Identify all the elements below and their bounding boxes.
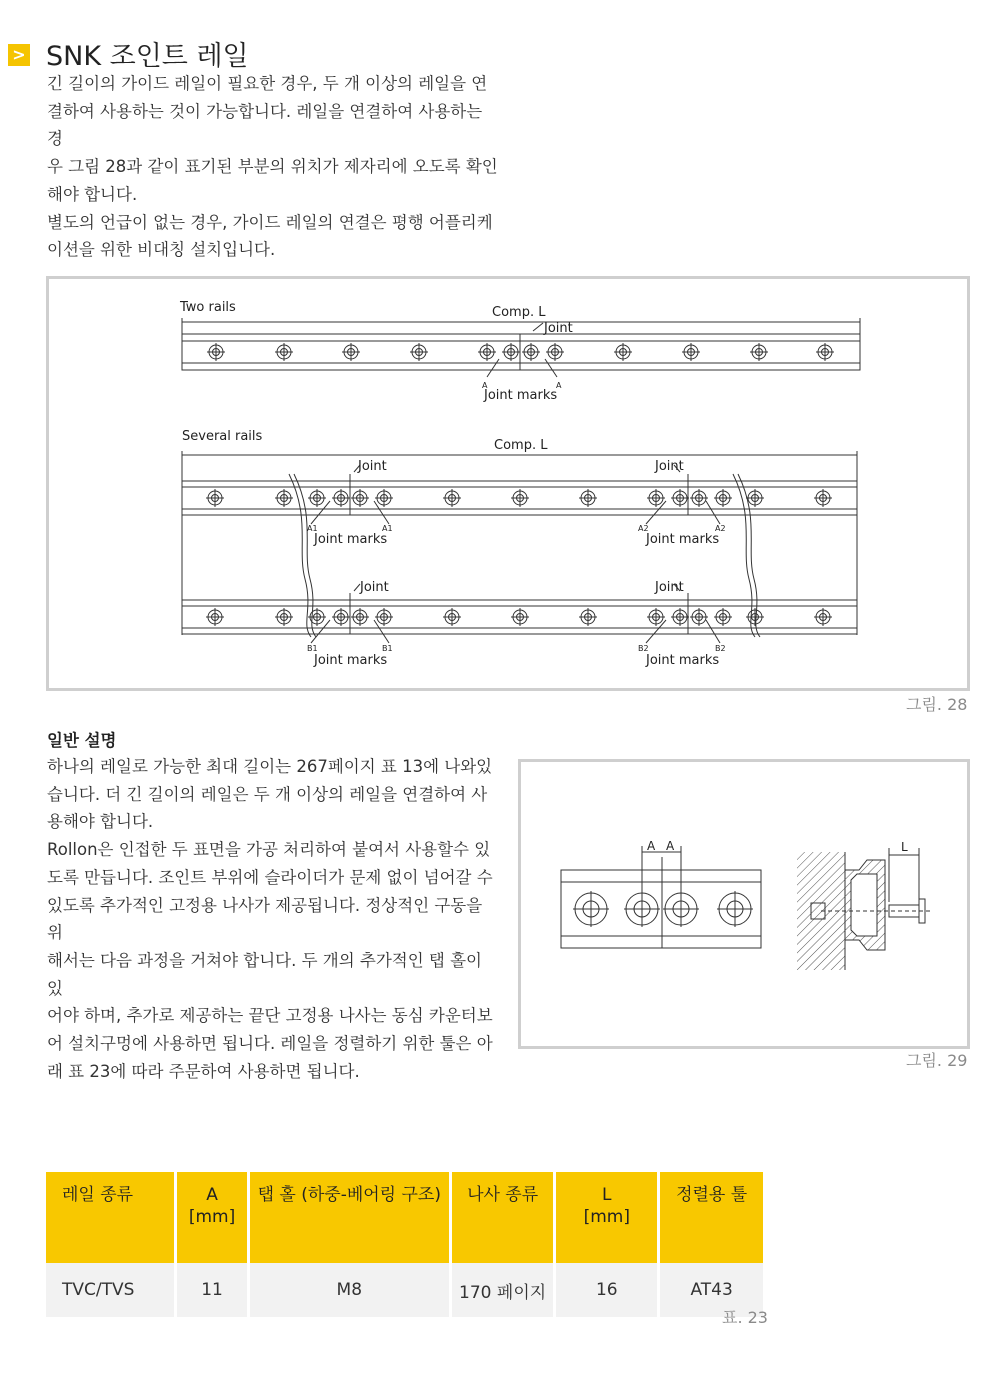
mark-label: B2 xyxy=(638,644,649,653)
table-cell: M8 xyxy=(250,1263,449,1317)
table-cell: TVC/TVS xyxy=(46,1263,174,1317)
intro-line: 별도의 언급이 없는 경우, 가이드 레일의 연결은 평행 어플리케 xyxy=(47,212,493,232)
table-cell: 170 페이지 xyxy=(452,1263,553,1317)
general-line: 습니다. 더 긴 길이의 레일은 두 개 이상의 레일을 연결하여 사 xyxy=(47,784,488,804)
joint-marks-label: Joint marks xyxy=(646,532,720,547)
general-line: 하나의 레일로 가능한 최대 길이는 267페이지 표 13에 나와있 xyxy=(47,757,493,776)
table-header-row xyxy=(46,1172,763,1263)
table-header-cell: 레일 종류 xyxy=(46,1172,174,1263)
mark-label: A2 xyxy=(715,524,726,533)
mark-label: A xyxy=(556,381,562,390)
mark-label: A2 xyxy=(638,524,649,533)
intro-line: 결하여 사용하는 것이 가능합니다. 레일을 연결하여 사용하는 경 xyxy=(47,101,483,149)
table-cell: 16 xyxy=(556,1263,657,1317)
general-line: 래 표 23에 따라 주문하여 사용하면 됩니다. xyxy=(47,1061,360,1081)
figure-29-caption: 그림. 29 xyxy=(906,1051,968,1070)
joint-marks-label: Joint marks xyxy=(484,388,558,403)
joint-marks-label: Joint marks xyxy=(646,653,720,668)
mark-label: B2 xyxy=(715,644,726,653)
figure-28-drawing xyxy=(49,279,967,688)
intro-text xyxy=(47,70,502,264)
several-rails-label: Several rails xyxy=(182,429,263,444)
general-line: 용해야 합니다. xyxy=(47,812,154,832)
general-line: 어야 하며, 추가로 제공하는 끝단 고정용 나사는 동심 카운터보 xyxy=(47,1006,493,1026)
general-text xyxy=(47,753,502,1085)
page-title: SNK 조인트 레일 xyxy=(46,41,249,72)
figure-28-frame xyxy=(46,276,970,691)
joint-label: Joint xyxy=(655,580,684,595)
intro-line: 이션을 위한 비대칭 설치입니다. xyxy=(47,240,276,260)
mark-label: A xyxy=(482,381,488,390)
table-cell: AT43 xyxy=(660,1263,763,1317)
dimension-a-label: A xyxy=(666,839,675,853)
intro-line: 해야 합니다. xyxy=(47,184,138,204)
figure-29-frame xyxy=(518,759,970,1049)
mark-label: B1 xyxy=(382,644,393,653)
table-header-cell: 정렬용 툴 xyxy=(660,1172,763,1263)
table-header-cell: A [mm] xyxy=(177,1172,246,1263)
dimension-l-label: L xyxy=(901,840,908,854)
intro-line: 긴 길이의 가이드 레일이 필요한 경우, 두 개 이상의 레일을 연 xyxy=(47,74,488,93)
general-heading: 일반 설명 xyxy=(47,731,117,750)
mark-label: A1 xyxy=(382,524,393,533)
general-line: Rollon은 인접한 두 표면을 가공 처리하여 붙여서 사용할수 있 xyxy=(47,840,491,860)
figure-28-caption: 그림. 28 xyxy=(906,695,968,714)
general-line: 도록 만듭니다. 조인트 부위에 슬라이더가 문제 없이 넘어갈 수 xyxy=(47,867,493,887)
spec-table xyxy=(43,1172,766,1317)
table-23-caption: 표. 23 xyxy=(722,1308,768,1327)
joint-label: Joint xyxy=(360,580,389,595)
figure-29-drawing xyxy=(521,762,967,1046)
table-row xyxy=(46,1263,763,1317)
table-cell: 11 xyxy=(177,1263,246,1317)
dimension-a-label: A xyxy=(647,839,656,853)
joint-marks-label: Joint marks xyxy=(314,532,388,547)
intro-line: 우 그림 28과 같이 표기된 부분의 위치가 제자리에 오도록 확인 xyxy=(47,157,498,177)
table-header-cell: 나사 종류 xyxy=(452,1172,553,1263)
joint-label: Joint xyxy=(655,459,684,474)
general-line: 해서는 다음 과정을 거쳐야 합니다. 두 개의 추가적인 탭 홀이 있 xyxy=(47,950,482,998)
mark-label: B1 xyxy=(307,644,318,653)
mark-label: A1 xyxy=(307,524,318,533)
general-line: 어 설치구멍에 사용하면 됩니다. 레일을 정렬하기 위한 툴은 아 xyxy=(47,1034,493,1054)
comp-l-label: Comp. L xyxy=(492,305,546,320)
joint-label: Joint xyxy=(544,321,573,336)
joint-label: Joint xyxy=(358,459,387,474)
joint-marks-label: Joint marks xyxy=(314,653,388,668)
comp-l-label: Comp. L xyxy=(494,438,548,453)
table-header-cell: L [mm] xyxy=(556,1172,657,1263)
two-rails-label: Two rails xyxy=(180,300,236,315)
general-line: 있도록 추가적인 고정용 나사가 제공됩니다. 정상적인 구동을 위 xyxy=(47,895,483,943)
table-header-cell: 탭 홀 (하중-베어링 구조) xyxy=(250,1172,449,1263)
section-chevron-icon: > xyxy=(8,44,30,66)
